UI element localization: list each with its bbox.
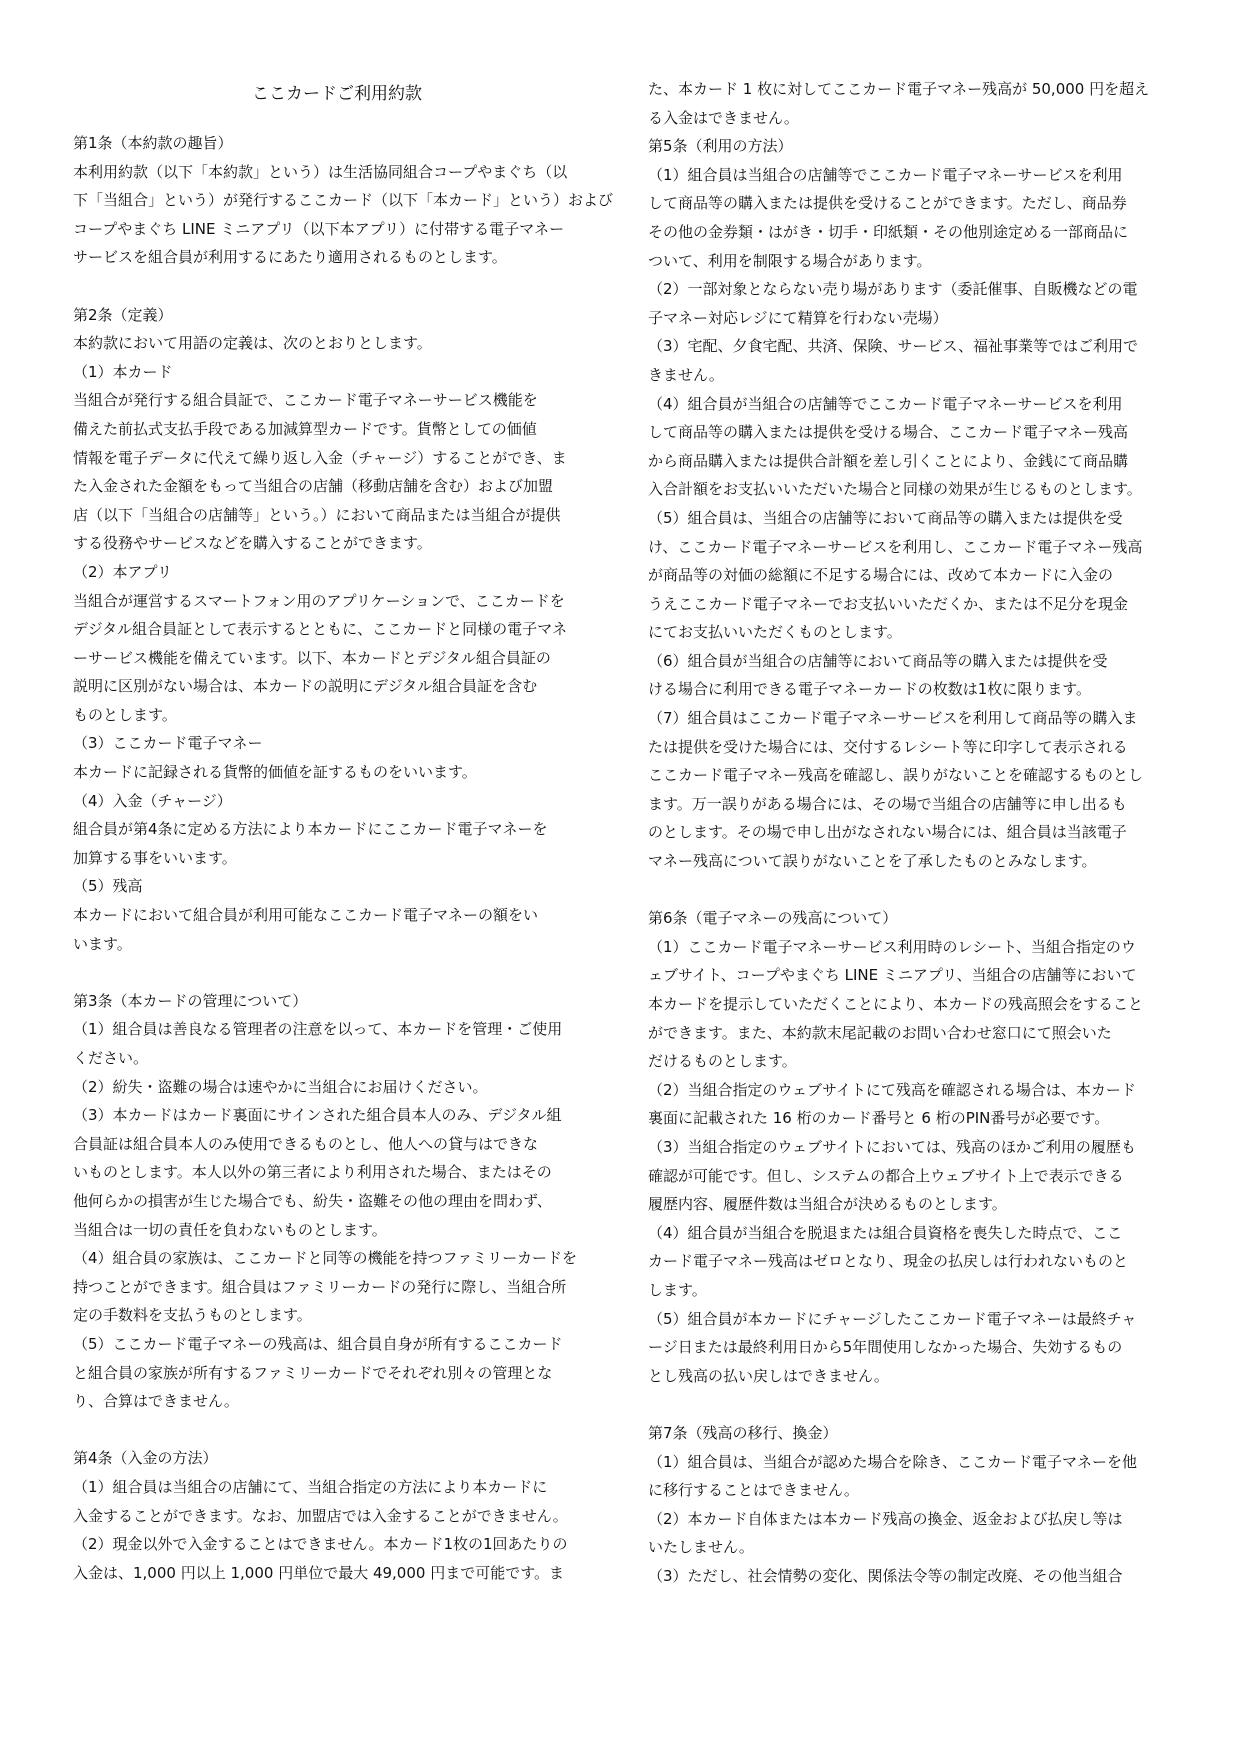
right-column [648, 75, 1176, 1590]
text-line: 入金することができます。なお、加盟店では入金することができません。 [73, 1506, 568, 1525]
text-line: （1）組合員は当組合の店舗にて、当組合指定の方法により本カードに [73, 1477, 548, 1496]
text-line: （2）当組合指定のウェブサイトにて残高を確認される場合は、本カード [648, 1080, 1136, 1099]
text-line: 本カードを提示していただくことにより、本カードの残高照会をすること [648, 995, 1144, 1013]
article-heading: 第3条（本カードの管理について） [73, 991, 308, 1010]
article-heading: 第4条（入金の方法） [73, 1449, 218, 1468]
text-line: 加算する事をいいます。 [73, 848, 237, 867]
text-line: 説明に区別がない場合は、本カードの説明にデジタル組合員証を含む [73, 677, 538, 696]
text-line: 備えた前払式支払手段である加減算型カードです。貨幣としての価値 [73, 419, 537, 438]
right-column-lines [648, 75, 1176, 1590]
article-heading: 第7条（残高の移行、換金） [648, 1423, 838, 1442]
text-line: カード電子マネー残高はゼロとなり、現金の払戻しは行われないものと [648, 1252, 1129, 1271]
text-line: する役務やサービスなどを購入することができます。 [73, 534, 432, 553]
text-line: が商品等の対価の総額に不足する場合には、改めて本カードに入金の [648, 566, 1114, 585]
text-line: （3）本カードはカード裏面にサインされた組合員本人のみ、デジタル組 [73, 1106, 562, 1125]
text-line: （1）本カード [73, 362, 173, 381]
text-line: きません。 [648, 365, 724, 384]
text-line: 入合計額をお支払いいただいた場合と同様の効果が生じるものとします。 [648, 480, 1142, 499]
text-line: ここカード電子マネー残高を確認し、誤りがないことを確認するものとし [648, 766, 1144, 785]
text-line: 持つことができます。組合員はファミリーカードの発行に際し、当組合所 [73, 1277, 567, 1296]
article-heading: 第6条（電子マネーの残高について） [648, 909, 898, 928]
text-line: うえここカード電子マネーでお支払いいただくか、または不足分を現金 [648, 594, 1129, 613]
article-heading: 第1条（本約款の趣旨） [73, 134, 233, 152]
text-line: だけるものとします。 [648, 1052, 797, 1071]
text-line: とし残高の払い戻しはできません。 [648, 1366, 889, 1385]
text-line: 店（以下「当組合の店舗等」という。）において商品または当組合が提供 [73, 505, 561, 524]
paragraph-gap [73, 1416, 601, 1445]
text-line: （6）組合員が当組合の店舗等において商品等の購入または提供を受 [648, 651, 1108, 670]
text-line: ェブサイト、コープやまぐち LINE ミニアプリ、当組合の店舗等において [648, 966, 1137, 985]
text-line: （4）入金（チャージ） [73, 791, 232, 810]
text-line: （5）組合員が本カードにチャージしたここカード電子マネーは最終チャ [648, 1309, 1137, 1328]
text-line: いものとします。本人以外の第三者により利用された場合、またはその [73, 1163, 552, 1182]
text-line: （4）組合員が当組合を脱退または組合員資格を喪失した時点で、ここ [648, 1223, 1123, 1242]
paragraph-gap [73, 272, 601, 301]
text-line: して商品等の購入または提供を受ける場合、ここカード電子マネー残高 [648, 423, 1129, 442]
text-line: （5）残高 [73, 877, 143, 896]
text-line: （7）組合員はここカード電子マネーサービスを利用して商品等の購入ま [648, 709, 1138, 728]
text-line: 当組合が発行する組合員証で、ここカード電子マネーサービス機能を [73, 391, 538, 410]
text-line: いたしません。 [648, 1538, 754, 1557]
text-line: （4）組合員が当組合の店舗等でここカード電子マネーサービスを利用 [648, 394, 1123, 413]
text-line: と組合員の家族が所有するファミリーカードでそれぞれ別々の管理とな [73, 1363, 553, 1382]
left-column [73, 80, 614, 1587]
text-line: コープやまぐち LINE ミニアプリ（以下本アプリ）に付帯する電子マネー [73, 219, 565, 238]
text-line: （5）組合員は、当組合の店舗等において商品等の購入または提供を受 [648, 508, 1123, 527]
text-line: （2）本アプリ [73, 562, 172, 581]
text-line: います。 [73, 934, 132, 953]
text-line: ができます。また、本約款末尾記載のお問い合わせ窓口にて照会いた [648, 1023, 1112, 1042]
text-line: 下「当組合」という）が発行するここカード（以下「本カード」という）および [73, 191, 614, 210]
left-column-lines [73, 129, 614, 1587]
paragraph-gap [648, 1390, 1176, 1419]
text-line: します。 [648, 1280, 707, 1299]
text-line: 裏面に記載された 16 桁のカード番号と 6 桁のPIN番号が必要です。 [648, 1109, 1110, 1128]
text-line: （2）現金以外で入金することはできません。本カード1枚の1回あたりの [73, 1535, 568, 1554]
text-line: 当組合は一切の責任を負わないものとします。 [73, 1220, 387, 1239]
text-line: にてお支払いいただくものとします。 [648, 623, 902, 642]
text-line: 情報を電子データに代えて繰り返し入金（チャージ）することができ、ま [73, 448, 567, 467]
text-line: 確認が可能です。但し、システムの都合上ウェブサイト上で表示できる [648, 1166, 1124, 1185]
text-line: ける場合に利用できる電子マネーカードの枚数は1枚に限ります。 [648, 680, 1092, 699]
text-line: 定の手数料を支払うものとします。 [73, 1306, 312, 1325]
article-heading: 第2条（定義） [73, 305, 173, 324]
text-line: （1）組合員は当組合の店舗等でここカード電子マネーサービスを利用 [648, 165, 1123, 184]
text-line: 本カードにおいて組合員が利用可能なここカード電子マネーの額をい [73, 906, 539, 925]
text-line: ーサービス機能を備えています。以下、本カードとデジタル組合員証の [73, 648, 551, 667]
text-line: その他の金券類・はがき・切手・印紙類・その他別途定める一部商品に [648, 222, 1129, 241]
paragraph-gap [648, 876, 1176, 905]
text-line: ものとします。 [73, 705, 177, 724]
text-line: た入金された金額をもって当組合の店舗（移動店舗を含む）および加盟 [73, 477, 554, 496]
text-line: たは提供を受けた場合には、交付するレシート等に印字して表示される [648, 737, 1128, 756]
text-line: （1）ここカード電子マネーサービス利用時のレシート、当組合指定のウ [648, 937, 1136, 956]
text-line: サービスを組合員が利用するにあたり適用されるものとします。 [73, 248, 507, 267]
text-line: 本約款において用語の定義は、次のとおりとします。 [73, 334, 432, 353]
text-line: から商品購入または提供合計額を差し引くことにより、金銭にて商品購 [648, 451, 1129, 470]
text-line: る入金はできません。 [648, 108, 799, 127]
text-line: （3）宅配、夕食宅配、共済、保険、サービス、福祉事業等ではご利用で [648, 337, 1138, 356]
text-line: （3）ここカード電子マネー [73, 734, 263, 753]
text-line: （3）当組合指定のウェブサイトにおいては、残高のほかご利用の履歴も [648, 1137, 1136, 1156]
text-line: のとします。その場で申し出がなされない場合には、組合員は当該電子 [648, 823, 1127, 842]
text-line: た、本カード 1 枚に対してここカード電子マネー残高が 50,000 円を超え [648, 80, 1150, 98]
text-line: （4）組合員の家族は、ここカードと同等の機能を持つファミリーカードを [73, 1249, 577, 1268]
article-heading: 第5条（利用の方法） [648, 137, 793, 156]
text-line: （3）ただし、社会情勢の変化、関係法令等の制定改廃、その他当組合 [648, 1566, 1123, 1585]
text-line: 本カードに記録される貨幣的価値を証するものをいいます。 [73, 763, 477, 782]
text-line: して商品等の購入または提供を受けることができます。ただし、商品券 [648, 194, 1127, 213]
text-line: ください。 [73, 1049, 149, 1067]
text-line: 入金は、1,000 円以上 1,000 円単位で最大 49,000 円まで可能です。ま [73, 1563, 565, 1582]
text-line: 合員証は組合員本人のみ使用できるものとし、他人への貸与はできな [73, 1134, 539, 1153]
text-line: （2）紛失・盗難の場合は速やかに当組合にお届けください。 [73, 1077, 488, 1096]
text-line: 組合員が第4条に定める方法により本カードにここカード電子マネーを [73, 820, 548, 839]
text-line: り、合算はできません。 [73, 1392, 239, 1411]
text-line: 本利用約款（以下「本約款」という）は生活協同組合コープやまぐち（以 [73, 162, 568, 181]
text-line: デジタル組合員証として表示するとともに、ここカードと同様の電子マネ [73, 620, 568, 639]
text-line: （2）本カード自体または本カード残高の換金、返金および払戻し等は [648, 1509, 1123, 1528]
text-line: 履歴内容、履歴件数は当組合が決めるものとします。 [648, 1195, 1007, 1214]
document-title: ここカードご利用約款 [252, 84, 422, 104]
text-line: （1）組合員は、当組合が認めた場合を除き、ここカード電子マネーを他 [648, 1452, 1137, 1471]
text-line: け、ここカード電子マネーサービスを利用し、ここカード電子マネー残高 [648, 537, 1143, 556]
text-line: 子マネー対応レジにて精算を行わない売場） [648, 308, 948, 327]
text-line: （2）一部対象とならない売り場があります（委託催事、自販機などの電 [648, 280, 1138, 299]
text-line: ます。万一誤りがある場合には、その場で当組合の店舗等に申し出るも [648, 794, 1127, 813]
text-line: （1）組合員は善良なる管理者の注意を以って、本カードを管理・ご使用 [73, 1020, 563, 1039]
text-line: ージ日または最終利用日から5年間使用しなかった場合、失効するもの [648, 1338, 1123, 1357]
text-line: マネー残高について誤りがないことを了承したものとみなします。 [648, 852, 1097, 871]
paragraph-gap [73, 958, 601, 987]
text-line: に移行することはできません。 [648, 1481, 859, 1500]
text-line: 当組合が運営するスマートフォン用のアプリケーションで、ここカードを [73, 591, 565, 610]
text-line: （5）ここカード電子マネーの残高は、組合員自身が所有するここカード [73, 1334, 563, 1353]
text-line: ついて、利用を制限する場合があります。 [648, 251, 932, 270]
text-line: 他何らかの損害が生じた場合でも、紛失・盗難その他の理由を問わず、 [73, 1191, 552, 1210]
